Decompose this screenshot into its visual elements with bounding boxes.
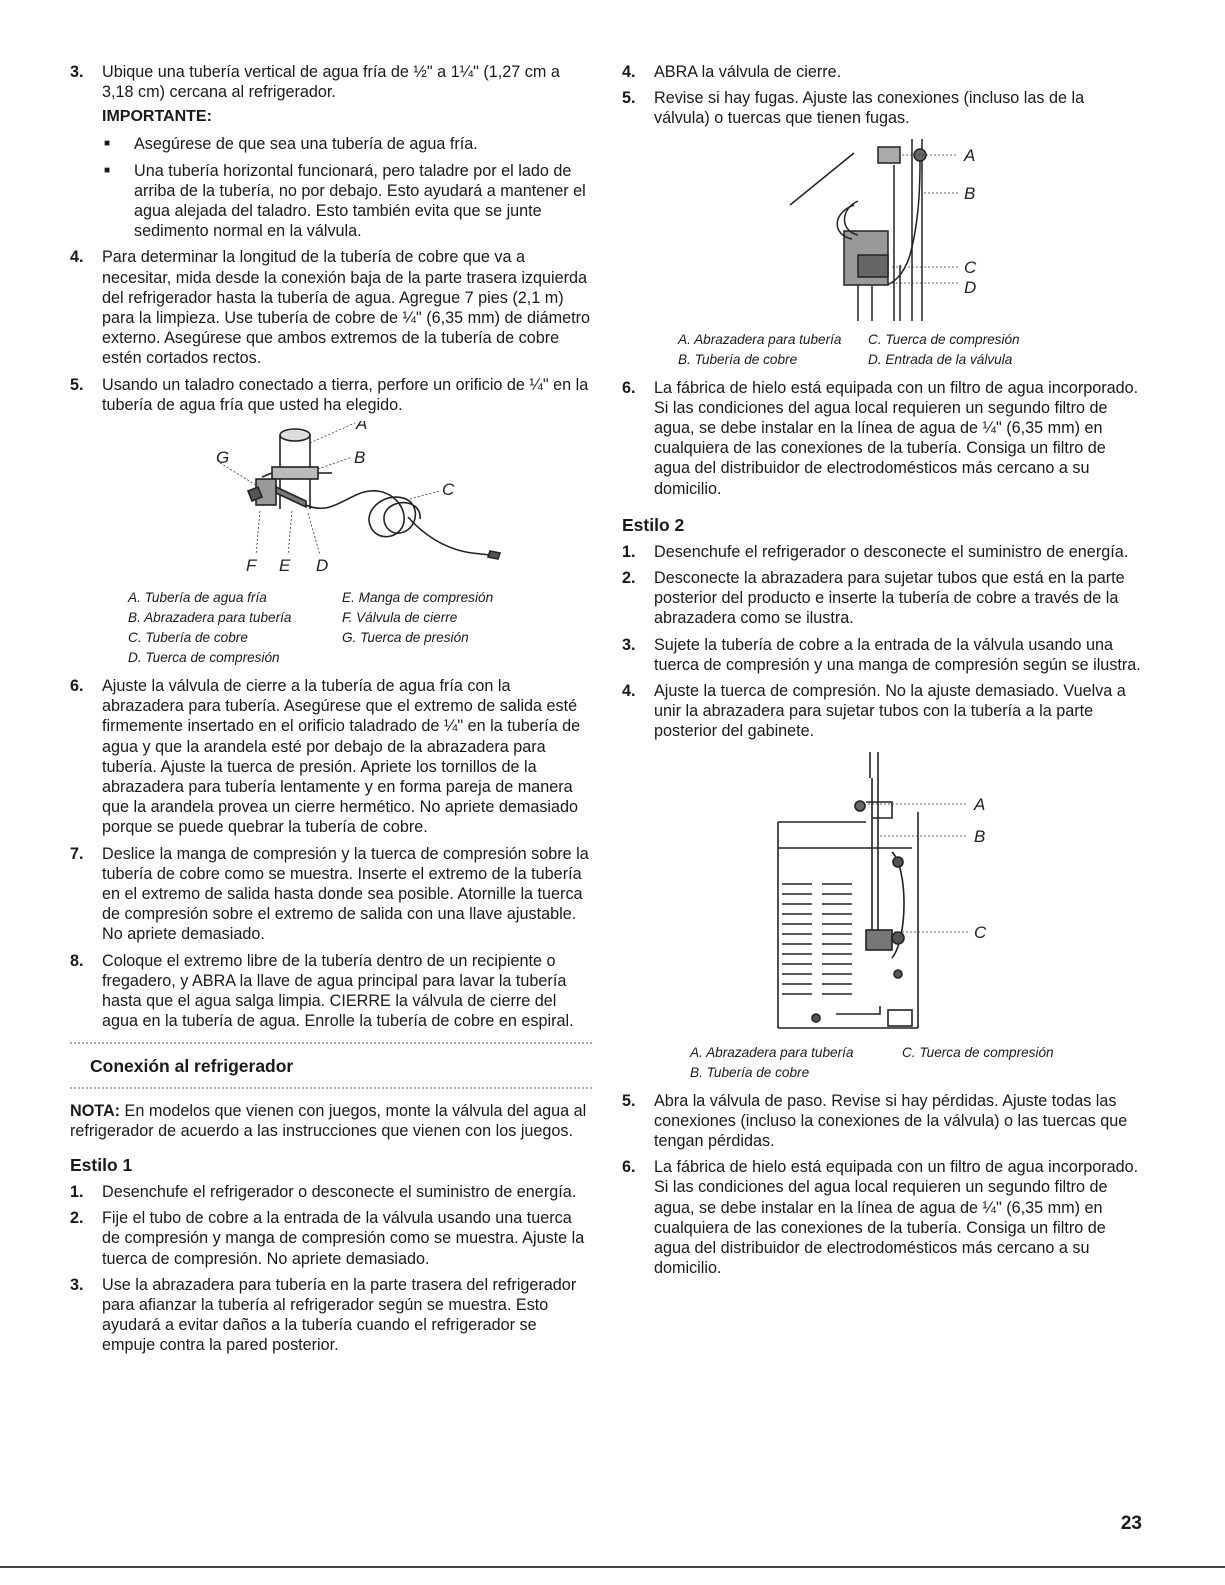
figure-cabinet-clamp <box>622 748 1142 1043</box>
figure-valve-inlet <box>622 135 1142 330</box>
estilo1-step-2: 2. Fije el tubo de cobre a la entrada de la válvula usando una tuerca de compresión y manga de compresión como se muestra. Ajuste la tuerca de compresión. No apriete demasiado. <box>70 1209 585 1268</box>
fig1-label-a: A <box>356 421 368 434</box>
step-6: 6. Ajuste la válvula de cierre a la tubería de agua fría con la abrazadera para tubería. Asegúrese que el extremo de salida esté firmemente insertado en el orificio taladrado de ¼" en la tubería de agua y que la arandela esté por debajo de la abrazadera para tubería. Ajuste la tuerca de presión. Apriete los tornillos de la abrazadera para tubería lentamente y en forma pareja de manera que la arandela provea un cierre hermético. No apriete demasiado porque se puede quebrar la tubería de cobre. <box>70 677 581 837</box>
vent-slots <box>782 884 852 994</box>
right-step-6: 6. La fábrica de hielo está equipada con un filtro de agua incorporado. Si las condiciones del agua local requieren un segundo filtro de agua, se debe instalar en la línea de agua de ¼" (6,35 mm) en cualquiera de las conexiones de la tubería. Consiga un filtro de agua del distribuidor de electrodomésticos más cercano a su domicilio. <box>622 378 1139 498</box>
fig1-label-d: D <box>316 556 329 576</box>
right-step-6b: 6. La fábrica de hielo está equipada con un filtro de agua incorporado. Si las condiciones del agua local requieren un segundo filtro de agua, se debe instalar en la línea de agua de ¼" (6,35 mm) en cualquiera de las conexiones de la tubería. Consiga un filtro de agua del distribuidor de electrodomésticos más cercano a su domicilio. <box>622 1158 1139 1278</box>
fig3-label-c: C <box>974 922 987 942</box>
valve-inlet-illustration <box>622 135 1142 325</box>
right-step-5b: 5. Abra la válvula de paso. Revise si hay pérdidas. Ajuste todas las conexiones (incluso la conexiones de la válvula) o las tuercas que tengan pérdidas. <box>622 1091 1128 1151</box>
estilo1-step-1: 1. Desenchufe el refrigerador o desconecte el suministro de energía. <box>70 1182 577 1201</box>
right-step-4: 4. ABRA la válvula de cierre. <box>622 63 842 81</box>
note-paragraph: NOTA: En modelos que vienen con juegos, monte la válvula del agua al refrigerador de acuerdo a las instrucciones que vienen con los juegos. <box>70 1101 587 1140</box>
estilo2-step-4: 4. Ajuste la tuerca de compresión. No la ajuste demasiado. Vuelva a unir la abrazadera para sujetar tubos con la tubería a la parte posterior del gabinete. <box>622 682 1126 741</box>
square-bullet-icon: ■ <box>104 164 111 176</box>
step-3: 3. Ubique una tubería vertical de agua fría de ½" a 1¼" (1,27 cm a 3,18 cm) cercana al refrigerador. <box>70 63 560 102</box>
estilo2-step-1: 1. Desenchufe el refrigerador o desconecte el suministro de energía. <box>622 542 1129 561</box>
right-step-5: 5. Revise si hay fugas. Ajuste las conexiones (incluso las de la válvula) o tuercas que tienen fugas. <box>622 89 1085 128</box>
fig1-label-f: F <box>246 556 257 576</box>
fig2-label-a: A <box>964 145 976 165</box>
important-bullets <box>102 134 592 241</box>
cabinet-clamp-illustration <box>622 748 1142 1038</box>
fig2-label-d: D <box>964 277 977 297</box>
estilo2-step-3: 3. Sujete la tubería de cobre a la entrada de la válvula usando una tuerca de compresión y una manga de compresión según se ilustra. <box>622 635 1141 674</box>
step-4: 4. Para determinar la longitud de la tubería de cobre que va a necesitar, mida desde la conexión baja de la parte trasera izquierda del refrigerador hasta la tubería de agua. Agregue 7 pies (2,1 m) para la limpieza. Use tubería de cobre de ¼" (6,35 mm) de diámetro externo. Asegúrese que ambos extremos de la tubería de cobre estén cortados rectos. <box>70 248 591 368</box>
page-number: 23 <box>1120 1513 1142 1534</box>
estilo-1-heading: Estilo 1 <box>70 1154 133 1175</box>
estilo2-step-2: 2. Desconecte la abrazadera para sujetar tubos que está en la parte posterior del producto e inserte la tubería de cobre a través de la abrazadera como se ilustra. <box>622 569 1125 628</box>
section-heading: Conexión al refrigerador <box>70 1042 592 1089</box>
bottom-divider <box>0 1566 1225 1568</box>
bullet-item: ■ Una tubería horizontal funcionará, pero taladre por el lado de arriba de la tubería, no por debajo. Esto ayudará a mantener el agua alejada del taladro. Esto también evita que se junte sedimento normal en la válvula. <box>104 161 586 241</box>
step-7: 7. Deslice la manga de compresión y la tuerca de compresión sobre la tubería de cobre como se muestra. Inserte el extremo de la tubería en el extremo de salida hasta donde sea posible. Atornille la tuerca de compresión sobre el extremo de salida con una llave ajustable. No apriete demasiado. <box>70 844 589 944</box>
shutoff-valve-illustration <box>70 421 592 581</box>
square-bullet-icon: ■ <box>104 138 111 150</box>
estilo1-step-3: 3. Use la abrazadera para tubería en la parte trasera del refrigerador para afianzar la tubería al refrigerador según se muestra. Esto ayudará a evitar daños a la tubería cuando el refrigerador se empuje contra la pared posterior. <box>70 1275 577 1355</box>
important-label: IMPORTANTE: <box>102 108 212 126</box>
fig1-caption: A. Tubería de agua fría B. Abrazadera para tubería C. Tubería de cobre D. Tuerca de compresión E. Manga de compresión F. Válvula de cierre G. Tuerca de presión <box>128 590 494 666</box>
left-column <box>70 62 592 1362</box>
bullet-item: ■ Asegúrese de que sea una tubería de agua fría. <box>104 135 478 154</box>
fig2-caption: A. Abrazadera para tubería B. Tubería de cobre C. Tuerca de compresión D. Entrada de la válvula <box>678 331 1020 367</box>
right-column <box>622 62 1142 1284</box>
step-8: 8. Coloque el extremo libre de la tubería dentro de un recipiente o fregadero, y ABRA la llave de agua principal para lavar la tubería hasta que el agua salga limpia. CIERRE la válvula de cierre del agua en la tubería de agua. Enrolle la tubería de cobre en espiral. <box>70 951 574 1031</box>
fig2-label-c: C <box>964 257 977 277</box>
step-5: 5. Usando un taladro conectado a tierra, perfore un orificio de ¼" en la tubería de agua fría que usted ha elegido. <box>70 375 589 414</box>
fig1-label-b: B <box>354 448 366 468</box>
fig3-caption: A. Abrazadera para tubería B. Tubería de cobre C. Tuerca de compresión <box>690 1044 1054 1080</box>
fig1-label-e: E <box>279 556 291 576</box>
fig1-label-c: C <box>442 480 455 500</box>
fig2-label-b: B <box>964 183 976 203</box>
fig1-label-g: G <box>216 448 230 468</box>
fig3-label-b: B <box>974 826 986 846</box>
estilo-2-heading: Estilo 2 <box>622 514 685 535</box>
figure-shutoff-valve <box>70 421 592 586</box>
fig3-label-a: A <box>974 794 986 814</box>
